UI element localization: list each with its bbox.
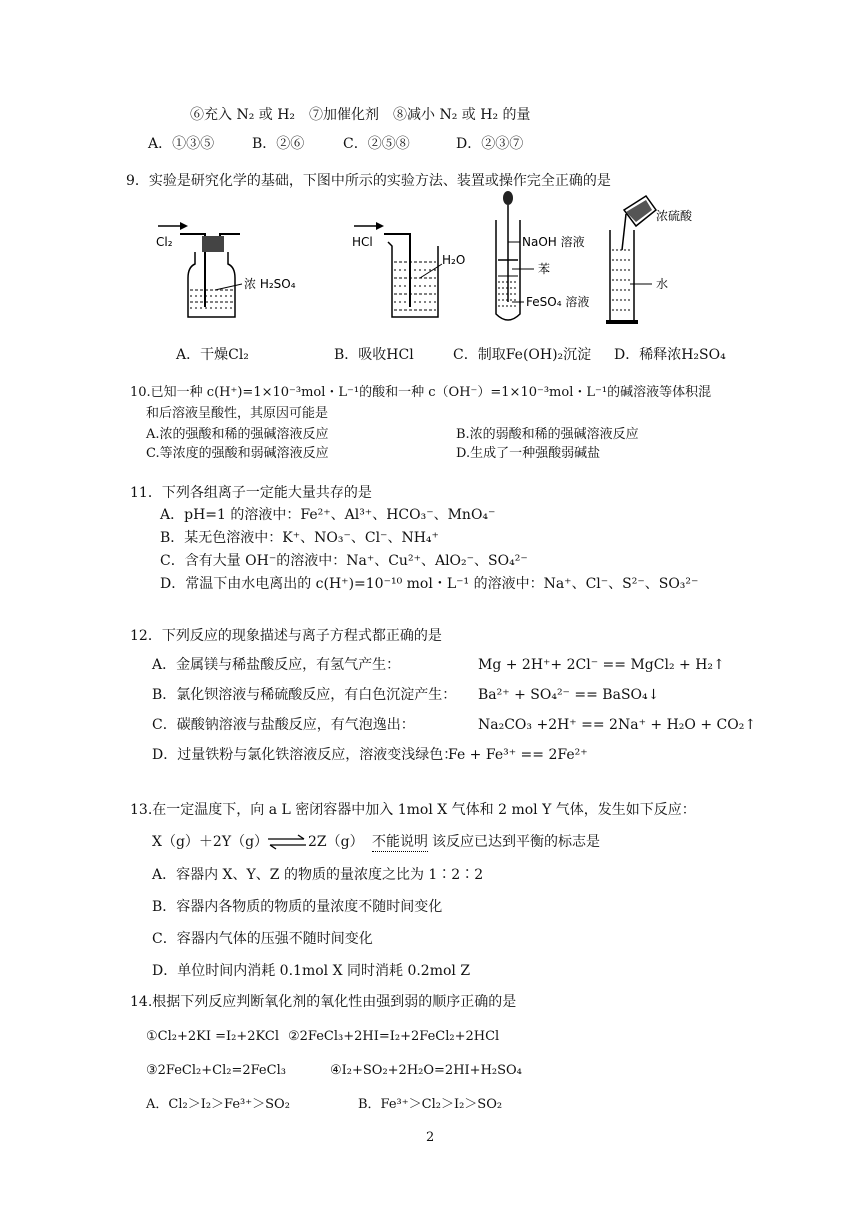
q13-option-b: B．容器内各物质的物质的量浓度不随时间变化 (152, 899, 443, 915)
q14-reaction-1: ①Cl₂+2KI =I₂+2KCl (146, 1029, 279, 1044)
q8-option-c: C．②⑤⑧ (343, 136, 410, 152)
q14-reaction-4: ④I₂+SO₂+2H₂O=2HI+H₂SO₄ (330, 1063, 522, 1078)
figure-c-test-tube (490, 190, 600, 328)
q13-option-a: A．容器内 X、Y、Z 的物质的量浓度之比为 1∶2∶2 (152, 867, 484, 883)
q11-option-b: B．某无色溶液中：K⁺、NO₃⁻、Cl⁻、NH₄⁺ (160, 530, 439, 546)
q12-option-b-eq: Ba²⁺ + SO₄²⁻ == BaSO₄↓ (478, 687, 660, 703)
page-number: 2 (426, 1130, 435, 1145)
q11-option-a: A．pH=1 的溶液中：Fe²⁺、Al³⁺、HCO₃⁻、MnO₄⁻ (160, 507, 496, 523)
q8-option-d: D．②③⑦ (456, 136, 524, 152)
figure-c-mid-label: 苯 (538, 262, 551, 276)
q13-option-d: D．单位时间内消耗 0.1mol X 同时消耗 0.2mol Z (152, 963, 471, 979)
q14-option-b: B．Fe³⁺＞Cl₂＞I₂＞SO₂ (358, 1097, 503, 1112)
equilibrium-arrow-icon (266, 834, 308, 850)
figure-b-beaker (350, 212, 470, 324)
q8-items: ⑥充入 N₂ 或 H₂ ⑦加催化剂 ⑧减小 N₂ 或 H₂ 的量 (190, 107, 531, 123)
figure-d-acid-label: 浓硫酸 (656, 209, 693, 223)
q9-stem: 9．实验是研究化学的基础，下图中所示的实验方法、装置或操作完全正确的是 (126, 173, 611, 189)
figure-b-gas-label: HCl (352, 235, 373, 249)
q10-option-d: D.生成了一种强酸弱碱盐 (456, 446, 601, 461)
q13-emphasis: 不能说明 (372, 834, 428, 850)
q12-option-c-desc: C．碳酸钠溶液与盐酸反应，有气泡逸出： (152, 717, 415, 733)
q9-caption-a: A．干燥Cl₂ (176, 347, 249, 363)
q10-option-b: B.浓的弱酸和稀的强碱溶液反应 (456, 427, 639, 442)
figure-a-drying-bottle (150, 212, 310, 324)
figure-a-liquid-label: 浓 H₂SO₄ (244, 277, 296, 291)
q12-option-b-desc: B．氯化钡溶液与稀硫酸反应，有白色沉淀产生： (152, 687, 457, 703)
q11-option-c: C．含有大量 OH⁻的溶液中：Na⁺、Cu²⁺、AlO₂⁻、SO₄²⁻ (160, 553, 528, 569)
q12-option-a-eq: Mg + 2H⁺+ 2Cl⁻ == MgCl₂ + H₂↑ (478, 657, 725, 673)
q9-caption-c: C．制取Fe(OH)₂沉淀 (453, 347, 592, 363)
q8-option-a: A．①③⑤ (148, 136, 215, 152)
q12-stem: 12．下列反应的现象描述与离子方程式都正确的是 (130, 628, 442, 644)
q10-stem-line2: 和后溶液呈酸性，其原因可能是 (146, 406, 329, 421)
figure-c-top-label: NaOH 溶液 (522, 235, 585, 249)
figure-a-gas-label: Cl₂ (156, 235, 173, 249)
figure-d-cylinder (600, 190, 710, 328)
q12-option-a-desc: A．金属镁与稀盐酸反应，有氢气产生： (152, 657, 401, 673)
q14-reaction-2: ②2FeCl₃+2HI=I₂+2FeCl₂+2HCl (288, 1029, 500, 1044)
q14-reaction-3: ③2FeCl₂+Cl₂=2FeCl₃ (146, 1063, 286, 1078)
q11-option-d: D．常温下由水电离出的 c(H⁺)=10⁻¹⁰ mol・L⁻¹ 的溶液中：Na⁺、Cl⁻、S²⁻、SO₃²⁻ (160, 576, 699, 592)
q10-stem-line1: 10.已知一种 c(H⁺)=1×10⁻³mol・L⁻¹的酸和一种 c（OH⁻）=1×10⁻³mol・L⁻¹的碱溶液等体积混 (130, 385, 712, 400)
q13-stem-tail: 该反应已达到平衡的标志是 (432, 834, 600, 850)
q12-option-d-desc: D．过量铁粉与氯化铁溶液反应，溶液变浅绿色： (152, 747, 458, 763)
q8-option-b: B．②⑥ (252, 136, 305, 152)
q13-reaction-left: X（g）＋2Y（g） (152, 834, 269, 850)
q13-reaction-right: 2Z（g） (308, 834, 364, 850)
q9-caption-d: D．稀释浓H₂SO₄ (614, 347, 726, 363)
q11-stem: 11．下列各组离子一定能大量共存的是 (130, 485, 372, 501)
q9-caption-b: B．吸收HCl (334, 347, 414, 363)
figure-b-liquid-label: H₂O (442, 253, 466, 267)
figure-c-bottom-label: FeSO₄ 溶液 (526, 295, 590, 309)
q12-option-d-eq: Fe + Fe³⁺ == 2Fe²⁺ (448, 747, 588, 763)
q14-option-a: A．Cl₂＞I₂＞Fe³⁺＞SO₂ (146, 1097, 290, 1112)
q10-option-a: A.浓的强酸和稀的强碱溶液反应 (146, 427, 329, 442)
figure-d-water-label: 水 (656, 277, 669, 291)
q13-option-c: C．容器内气体的压强不随时间变化 (152, 931, 373, 947)
q13-stem: 13.在一定温度下，向 a L 密闭容器中加入 1mol X 气体和 2 mol Y 气体，发生如下反应： (130, 802, 696, 818)
q14-stem: 14.根据下列反应判断氧化剂的氧化性由强到弱的顺序正确的是 (130, 994, 517, 1010)
q10-option-c: C.等浓度的强酸和弱碱溶液反应 (146, 446, 329, 461)
q12-option-c-eq: Na₂CO₃ +2H⁺ == 2Na⁺ + H₂O + CO₂↑ (478, 717, 757, 733)
